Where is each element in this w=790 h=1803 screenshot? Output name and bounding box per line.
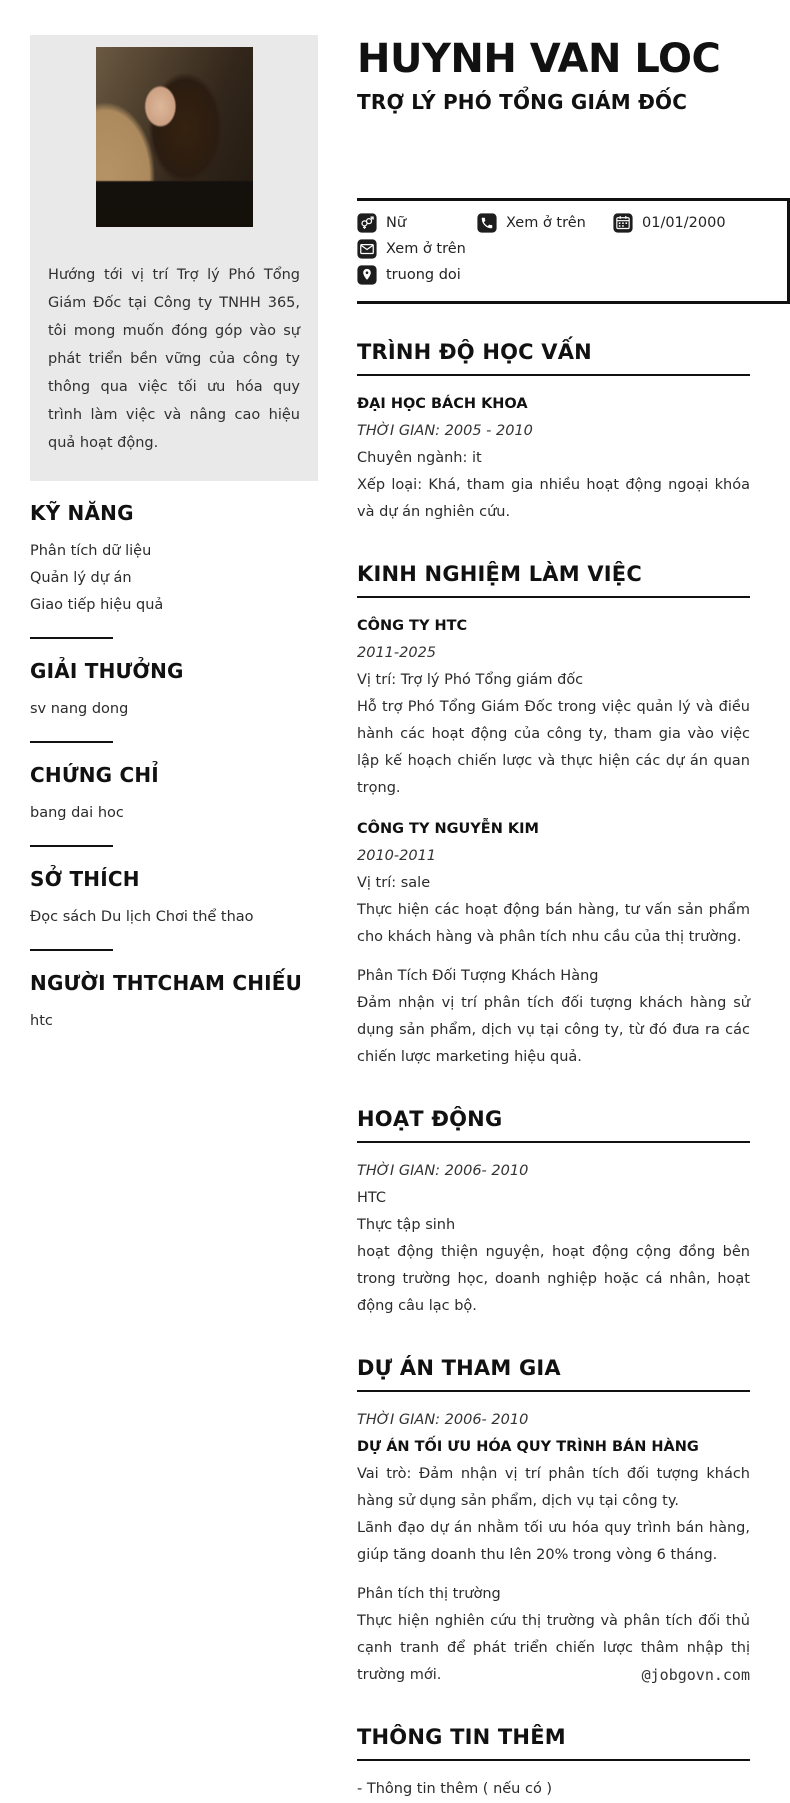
contact-gender-text: Nữ [386,215,407,231]
section-activity [357,1107,750,1320]
section-project [357,1356,750,1689]
activity-description: hoạt động thiện nguyện, hoạt động cộng đồng bên trong trường học, doanh nghiệp hoặc cá nhân, hoạt động câu lạc bộ. [357,1244,750,1314]
certificates-title: CHỨNG CHỈ [30,763,159,787]
award-item: sv nang dong [30,701,129,717]
activity-time: THỜI GIAN: 2006- 2010 [357,1163,529,1179]
sidebar-section-skills [30,501,318,639]
skill-item: Quản lý dự án [30,570,132,586]
section-education [357,340,750,526]
contact-phone-text: Xem ở trên [506,215,586,231]
candidate-name: HUYNH VAN LOC [357,36,721,82]
contact-phone [477,213,613,233]
experience-title: KINH NGHIỆM LÀM VIỆC [357,562,750,598]
activity-role: Thực tập sinh [357,1217,456,1233]
certificate-item: bang dai hoc [30,805,124,821]
experience-job [357,816,750,1071]
contact-email-text: Xem ở trên [386,241,466,257]
job-position: Vị trí: sale [357,875,431,891]
job-position: Vị trí: Trợ lý Phó Tổng giám đốc [357,672,584,688]
contact-gender [357,213,477,233]
gender-icon [357,213,377,233]
project-extra-title: Phân tích thị trường [357,1586,501,1602]
sidebar-section-awards [30,659,318,743]
contact-email [357,239,787,259]
sidebar [30,35,318,1035]
sidebar-divider [30,741,113,743]
job-extra-title: Phân Tích Đối Tượng Khách Hàng [357,968,599,984]
sidebar-section-certificates [30,763,318,847]
career-objective: Hướng tới vị trí Trợ lý Phó Tổng Giám Đốc tại Công ty TNHH 365, tôi mong muốn đóng góp vào sự phát triển bền vững của công ty thông qua việc tối ưu hóa quy trình làm việc và nâng cao hiệu quả hoạt động. [48,267,300,451]
project-achievement: Lãnh đạo dự án nhằm tối ưu hóa quy trình bán hàng, giúp tăng doanh thu lên 20% trong vòng 6 tháng. [357,1520,750,1563]
skill-item: Phân tích dữ liệu [30,543,152,559]
contact-birthday [613,213,787,233]
project-role: Vai trò: Đảm nhận vị trí phân tích đối tượng khách hàng sử dụng sản phẩm, dịch vụ tại công ty. [357,1466,750,1509]
project-time: THỜI GIAN: 2006- 2010 [357,1412,529,1428]
activity-title: HOẠT ĐỘNG [357,1107,750,1143]
contact-address-text: truong doi [386,267,461,283]
more-info-content: - Thông tin thêm ( nếu có ) [357,1781,553,1797]
activity-org: HTC [357,1190,387,1206]
references-title: NGƯỜI THTCHAM CHIẾU [30,971,303,995]
sidebar-divider [30,637,113,639]
job-description: Thực hiện các hoạt động bán hàng, tư vấn sản phẩm cho khách hàng và phân tích nhu cầu của thị trường. [357,902,750,945]
calendar-icon [613,213,633,233]
spacer [357,1569,750,1581]
education-detail: Xếp loại: Khá, tham gia nhiều hoạt động ngoại khóa và dự án nghiên cứu. [357,477,750,520]
hobbies-title: SỞ THÍCH [30,867,140,891]
reference-item: htc [30,1013,53,1029]
job-time: 2010-2011 [357,848,437,864]
skills-title: KỸ NĂNG [30,501,134,525]
email-icon [357,239,377,259]
contact-box [357,198,790,304]
experience-job [357,613,750,802]
job-company: CÔNG TY NGUYỄN KIM [357,821,539,837]
location-icon [357,265,377,285]
job-extra-description: Đảm nhận vị trí phân tích đối tượng khách hàng sử dụng sản phẩm, dịch vụ tại công ty, từ đó đưa ra các chiến lược marketing hiệu quả. [357,995,750,1065]
project-name: DỰ ÁN TỐI ƯU HÓA QUY TRÌNH BÁN HÀNG [357,1439,699,1455]
job-company: CÔNG TY HTC [357,618,468,634]
education-title: TRÌNH ĐỘ HỌC VẤN [357,340,750,376]
section-experience [357,562,750,1071]
candidate-job-title: TRỢ LÝ PHÓ TỔNG GIÁM ĐỐC [357,90,688,114]
sidebar-section-references [30,971,318,1035]
contact-address [357,265,787,285]
education-major: Chuyên ngành: it [357,450,482,466]
skill-item: Giao tiếp hiệu quả [30,597,164,613]
sidebar-divider [30,845,113,847]
watermark: @jobgovn.com [641,1666,750,1684]
main-column [357,36,750,1803]
education-time: THỜI GIAN: 2005 - 2010 [357,423,533,439]
project-title: DỰ ÁN THAM GIA [357,1356,750,1392]
contact-birthday-text: 01/01/2000 [642,215,726,231]
more-info-title: THÔNG TIN THÊM [357,1725,750,1761]
job-time: 2011-2025 [357,645,437,661]
profile-card [30,35,318,481]
phone-icon [477,213,497,233]
profile-photo [96,47,253,227]
job-description: Hỗ trợ Phó Tổng Giám Đốc trong việc quản lý và điều hành các hoạt động của công ty, tham gia vào việc lập kế hoạch chiến lược và thực hiện các dự án quan trọng. [357,699,750,796]
project-extra-description: Thực hiện nghiên cứu thị trường và phân tích đối thủ cạnh tranh để phát triển chiến lược thâm nhập thị trường mới. [357,1613,750,1683]
section-more-info [357,1725,750,1803]
education-school: ĐẠI HỌC BÁCH KHOA [357,396,528,412]
sidebar-section-hobbies [30,867,318,951]
awards-title: GIẢI THƯỞNG [30,659,184,683]
spacer [357,951,750,963]
sidebar-divider [30,949,113,951]
hobby-item: Đọc sách Du lịch Chơi thể thao [30,909,254,925]
